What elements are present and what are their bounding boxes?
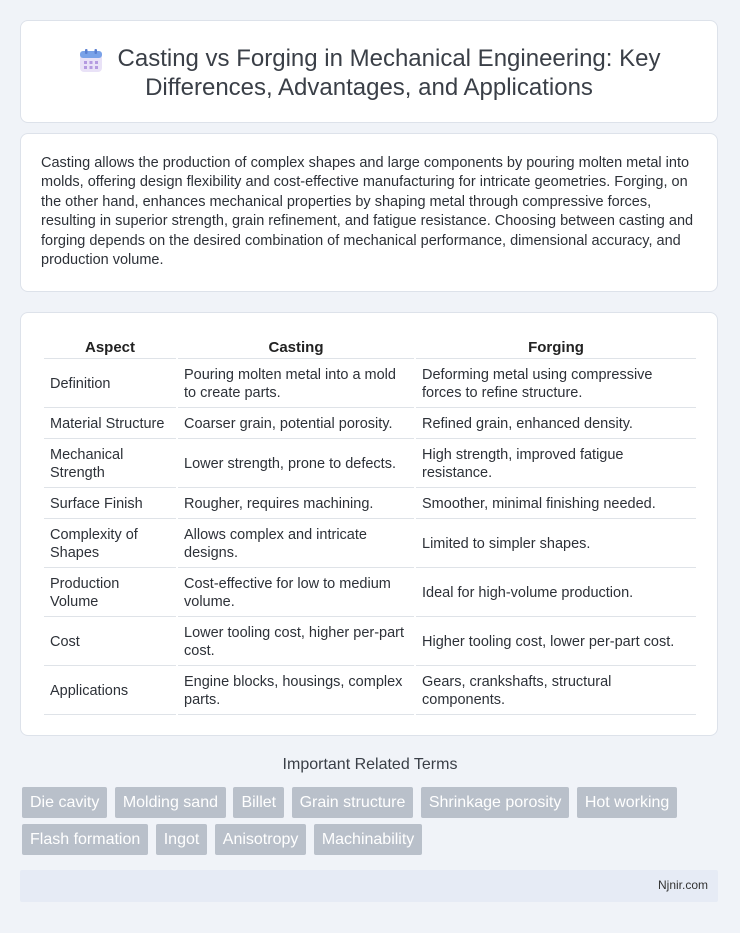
tag-shrinkage-porosity[interactable]: Shrinkage porosity (421, 787, 570, 818)
comparison-card (20, 312, 718, 736)
row-aspect: Surface Finish (44, 490, 176, 519)
footer (20, 870, 718, 902)
comparison-table (42, 333, 698, 717)
page-title: Casting vs Forging in Mechanical Engineering: Key Differences, Advantages, and Applications (117, 45, 661, 101)
tag-machinability[interactable]: Machinability (314, 824, 422, 855)
header-forging: Forging (416, 335, 696, 359)
row-forging: High strength, improved fatigue resistance. (416, 441, 696, 488)
related-terms-heading: Important Related Terms (282, 756, 458, 773)
table-row (44, 490, 696, 519)
row-forging: Refined grain, enhanced density. (416, 410, 696, 439)
row-casting: Rougher, requires machining. (178, 490, 414, 519)
row-aspect: Cost (44, 619, 176, 666)
table-row (44, 619, 696, 666)
footer-site[interactable]: Njnir.com (657, 878, 708, 892)
table-row (44, 570, 696, 617)
row-forging: Higher tooling cost, lower per-part cost. (416, 619, 696, 666)
row-aspect: Complexity of Shapes (44, 521, 176, 568)
row-casting: Engine blocks, housings, complex parts. (178, 668, 414, 715)
row-forging: Smoother, minimal finishing needed. (416, 490, 696, 519)
tag-flash-formation[interactable]: Flash formation (22, 824, 148, 855)
row-aspect: Production Volume (44, 570, 176, 617)
table-row (44, 410, 696, 439)
row-forging: Limited to simpler shapes. (416, 521, 696, 568)
row-aspect: Mechanical Strength (44, 441, 176, 488)
title-card (20, 20, 718, 123)
row-casting: Pouring molten metal into a mold to create parts. (178, 361, 414, 408)
header-aspect: Aspect (44, 335, 176, 359)
row-casting: Lower tooling cost, higher per-part cost. (178, 619, 414, 666)
tag-die-cavity[interactable]: Die cavity (22, 787, 107, 818)
tag-hot-working[interactable]: Hot working (577, 787, 677, 818)
tag-billet[interactable]: Billet (233, 787, 284, 818)
row-aspect: Applications (44, 668, 176, 715)
calendar-icon (78, 48, 104, 74)
row-aspect: Definition (44, 361, 176, 408)
row-forging: Deforming metal using compressive forces to refine structure. (416, 361, 696, 408)
row-casting: Lower strength, prone to defects. (178, 441, 414, 488)
table-row (44, 361, 696, 408)
table-header-row (44, 335, 696, 359)
tag-grain-structure[interactable]: Grain structure (292, 787, 414, 818)
related-terms-tags (22, 787, 722, 861)
tag-anisotropy[interactable]: Anisotropy (215, 824, 307, 855)
table-row (44, 441, 696, 488)
intro-card (20, 133, 718, 292)
table-row (44, 668, 696, 715)
intro-paragraph: Casting allows the production of complex shapes and large components by pouring molten metal into molds, offering design flexibility and cost-effective manufacturing for intricate geometries. Forging, on the other hand, enhances mechanical properties by shaping metal through compressive forces, resulting in superior strength, grain refinement, and fatigue resistance. Choosing between casting and forging depends on the desired combination of mechanical performance, dimensional accuracy, and production volume. (41, 155, 694, 269)
row-aspect: Material Structure (44, 410, 176, 439)
row-casting: Coarser grain, potential porosity. (178, 410, 414, 439)
row-casting: Cost-effective for low to medium volume. (178, 570, 414, 617)
header-casting: Casting (178, 335, 414, 359)
title-row (41, 45, 697, 102)
tag-molding-sand[interactable]: Molding sand (115, 787, 226, 818)
row-forging: Ideal for high-volume production. (416, 570, 696, 617)
row-casting: Allows complex and intricate designs. (178, 521, 414, 568)
row-forging: Gears, crankshafts, structural components. (416, 668, 696, 715)
tag-ingot[interactable]: Ingot (156, 824, 208, 855)
table-row (44, 521, 696, 568)
